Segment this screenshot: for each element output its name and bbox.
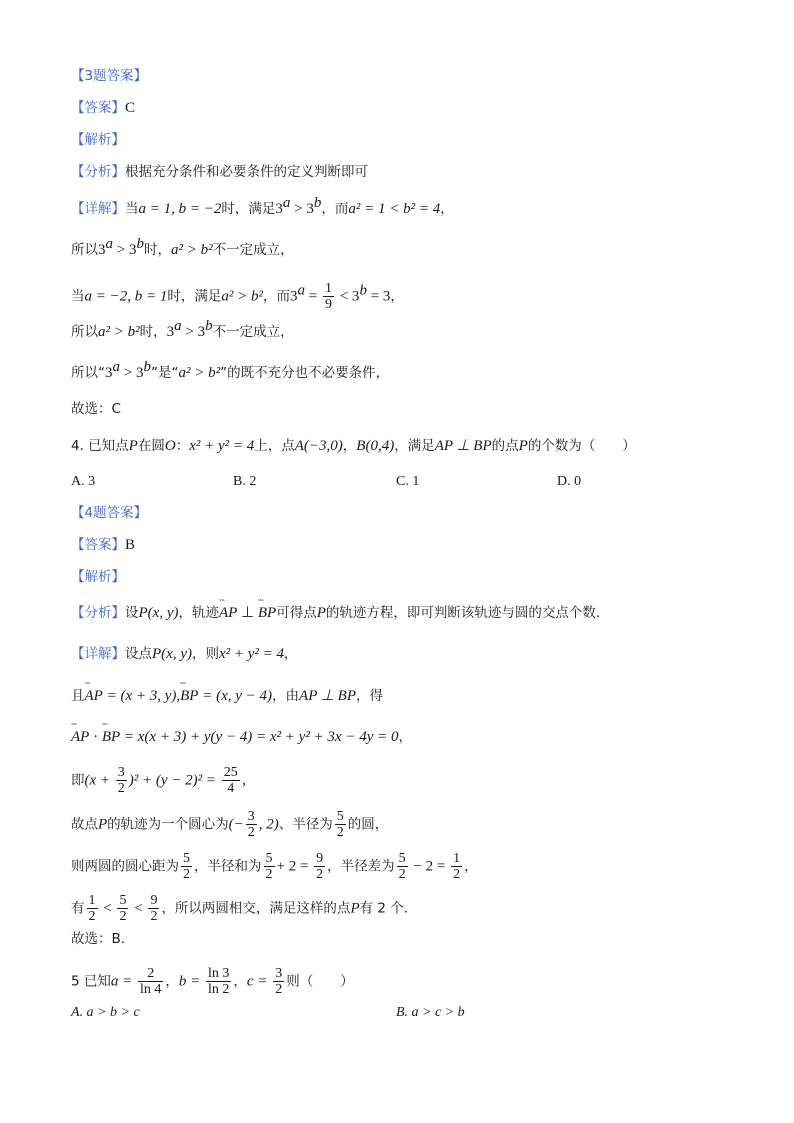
- text: 当: [71, 288, 85, 305]
- math: a² > b²: [170, 242, 213, 258]
- text: 则（ ）: [286, 973, 354, 990]
- math: (−: [228, 816, 244, 833]
- math: c =: [246, 973, 272, 990]
- denominator: 2: [265, 867, 273, 882]
- fraction: [335, 809, 346, 840]
- text: 5 已知: [71, 973, 111, 990]
- text: 所以: [71, 242, 98, 258]
- math: = (x + 3, y),: [102, 688, 181, 704]
- vector-ap: ˜˜˜ AP: [85, 686, 103, 706]
- text: ，: [398, 729, 412, 745]
- fraction: [148, 893, 159, 924]
- text: ，轨迹: [178, 605, 219, 621]
- text: ，: [464, 858, 478, 875]
- q4-answer-header: 【4题答案】: [71, 505, 148, 521]
- text: 则两圆的圆心距为: [71, 858, 179, 875]
- numerator: 5: [336, 809, 344, 824]
- math: , 2): [258, 816, 279, 833]
- math: (x +: [84, 772, 114, 789]
- math: x² + y² = 4: [218, 646, 285, 662]
- math: + 2 =: [276, 858, 313, 875]
- denominator: 2: [316, 867, 324, 882]
- math: = 3: [366, 288, 391, 305]
- text: ：: [175, 438, 190, 454]
- text: 在圆: [137, 438, 165, 454]
- math: )² + (y − 2)² =: [128, 772, 220, 789]
- numerator: 5: [265, 851, 273, 866]
- math: a = 1, b = −2: [138, 201, 222, 217]
- math-sup: b: [313, 195, 322, 211]
- math: AP ⊥ BP: [299, 688, 356, 704]
- math: A(−3,0): [294, 438, 343, 454]
- text: 不一定成立，: [212, 242, 294, 258]
- text: 的点: [491, 438, 519, 454]
- math: <: [99, 900, 116, 917]
- detail-tag: 【详解】: [71, 201, 125, 217]
- q5-option-b: B. a > c > b: [396, 1005, 465, 1020]
- text: ，半径差为: [327, 858, 395, 875]
- q3-analysis-text: 根据充分条件和必要条件的定义判断即可: [125, 164, 368, 180]
- text: ，: [165, 973, 179, 990]
- fraction: [397, 851, 408, 882]
- math: 3: [105, 365, 113, 381]
- denominator: 2: [88, 909, 96, 924]
- math: a =: [110, 973, 137, 990]
- text: 可得点: [276, 605, 317, 621]
- math: 3: [98, 242, 106, 258]
- numerator: 9: [316, 851, 324, 866]
- fraction: [117, 893, 128, 924]
- math-sup: b: [136, 236, 144, 252]
- vector-bp: ˜˜˜ BP: [102, 727, 120, 747]
- numerator: 3: [247, 809, 255, 824]
- math: ⊥: [237, 605, 258, 621]
- vector-ap: ˜˜˜ AP: [71, 727, 89, 747]
- math: =: [305, 288, 321, 305]
- math-sup: a: [112, 359, 120, 375]
- text: 的轨迹为一个圆心为: [107, 816, 229, 833]
- math: > 3: [120, 365, 144, 381]
- answer-tag: 【答案】: [71, 100, 125, 116]
- numerator: 3: [275, 966, 283, 981]
- math: O: [164, 438, 176, 454]
- analysis-tag: 【分析】: [71, 164, 125, 180]
- text: 不一定成立，: [212, 324, 294, 340]
- q4-option-d: D. 0: [557, 474, 582, 489]
- numerator: 2: [138, 966, 163, 982]
- math: P(x, y): [138, 605, 179, 621]
- q4-analysis: [71, 603, 600, 623]
- q3-answer-line: [71, 98, 135, 118]
- text: 且: [71, 688, 85, 704]
- math: B(0,4): [356, 438, 395, 454]
- fraction: [273, 966, 284, 997]
- text: 所以: [71, 324, 98, 340]
- text: ，得: [355, 688, 383, 704]
- math: P: [98, 816, 108, 833]
- text: 故点: [71, 816, 98, 833]
- text: 的个数为（ ）: [527, 438, 636, 454]
- denominator: 4: [227, 781, 235, 796]
- denominator: ln 2: [208, 982, 230, 997]
- denominator: 2: [275, 982, 283, 997]
- q3-detail-line-1: [71, 195, 454, 219]
- text: ，所以两圆相交，满足这样的点: [161, 900, 351, 917]
- text: 上，点: [254, 438, 295, 454]
- q3-detail-line-5: [71, 359, 390, 383]
- text: ，而: [263, 288, 290, 305]
- text: 时，满足: [167, 288, 222, 305]
- denominator: 2: [117, 781, 125, 796]
- q4-option-c: C. 1: [396, 474, 420, 489]
- q4-stem: [71, 436, 636, 456]
- text: 设点: [125, 646, 152, 662]
- q4-detail-line-7: [71, 893, 408, 924]
- q4-detail-line-6: [71, 851, 478, 882]
- text: 当: [125, 201, 139, 217]
- text: ，: [233, 973, 247, 990]
- math: P: [316, 605, 326, 621]
- denominator: 2: [247, 825, 255, 840]
- q4-option-a: A. 3: [71, 474, 96, 489]
- denominator: 2: [336, 825, 344, 840]
- math: P: [518, 438, 528, 454]
- fraction: [264, 851, 275, 882]
- text: ，: [241, 772, 256, 789]
- text: 时，满足: [221, 201, 276, 217]
- text: 时，: [143, 242, 171, 258]
- math: AP ⊥ BP: [434, 438, 492, 454]
- numerator: 1: [88, 893, 96, 908]
- vector-bp: ˜˜˜ BP: [258, 603, 276, 623]
- q3-answer-header: 【3题答案】: [71, 68, 148, 84]
- text: ，半径和为: [194, 858, 262, 875]
- math-sup: a: [174, 318, 182, 334]
- q4-jiexi-tag: 【解析】: [71, 569, 125, 585]
- denominator: ln 4: [140, 982, 162, 997]
- q3-choose: 故选：C: [71, 401, 121, 417]
- math: P(x, y): [152, 646, 192, 662]
- fraction: [206, 966, 231, 997]
- text: 4. 已知点: [71, 438, 129, 454]
- text: ”是“: [150, 365, 179, 381]
- q3-jiexi-tag: 【解析】: [71, 132, 125, 148]
- numerator: 3: [117, 765, 125, 780]
- text: 的圆，: [347, 816, 389, 833]
- text: 所以“: [71, 365, 105, 381]
- math-sup: b: [143, 359, 151, 375]
- math: > 3: [290, 201, 314, 217]
- q5-stem: [71, 966, 354, 997]
- text: ，: [390, 288, 404, 305]
- numerator: 5: [398, 851, 406, 866]
- math-sup: a: [105, 236, 113, 252]
- math: <: [130, 900, 147, 917]
- analysis-tag: 【分析】: [71, 605, 125, 621]
- text: ，由: [272, 688, 300, 704]
- math: > 3: [113, 242, 137, 258]
- text: 有 2 个.: [359, 900, 409, 917]
- math: a = −2, b = 1: [84, 288, 168, 305]
- text: ，则: [191, 646, 219, 662]
- q4-answer: B: [125, 537, 136, 553]
- text: 的轨迹方程，即可判断该轨迹与圆的交点个数.: [325, 605, 601, 621]
- fraction: [116, 765, 127, 796]
- math-sup: b: [359, 282, 367, 299]
- math: P: [128, 438, 138, 454]
- text: 设: [125, 605, 139, 621]
- math: = x(x + 3) + y(y − 4) = x² + y² + 3x − 4y = 0: [120, 729, 399, 745]
- numerator: 5: [119, 893, 127, 908]
- text: 时，: [139, 324, 167, 340]
- fraction: [222, 765, 240, 796]
- q3-detail-line-3: [71, 281, 404, 312]
- q3-detail-line-2: [71, 236, 294, 260]
- answer-tag: 【答案】: [71, 537, 125, 553]
- text: ，: [440, 201, 454, 217]
- text: ，而: [321, 201, 349, 217]
- fraction: [87, 893, 98, 924]
- q4-detail-line-3: [71, 727, 412, 747]
- numerator: 1: [453, 851, 461, 866]
- numerator: ln 3: [208, 966, 230, 981]
- fraction: [314, 851, 325, 882]
- denominator: 2: [150, 909, 158, 924]
- denominator: 2: [398, 867, 406, 882]
- denominator: 2: [183, 867, 190, 882]
- fraction: [181, 851, 192, 882]
- math: x² + y² = 4: [189, 438, 255, 454]
- math-sup: b: [205, 318, 213, 334]
- math: a² > b²: [98, 324, 140, 340]
- math: − 2 =: [409, 858, 450, 875]
- numerator: 9: [150, 893, 158, 908]
- vector-bp: ˜˜˜ BP: [180, 686, 198, 706]
- q4-detail-line-1: [71, 644, 298, 664]
- fraction: [246, 809, 257, 840]
- q3-analysis: [71, 162, 368, 182]
- q4-detail-line-2: [71, 686, 383, 706]
- text: 即: [71, 772, 85, 789]
- numerator: 1: [324, 281, 332, 296]
- denominator: 2: [119, 909, 127, 924]
- math-sup: a: [297, 282, 305, 299]
- vector-ap: ˜˜˜ AP: [219, 603, 237, 623]
- math: a² > b²: [221, 288, 263, 305]
- q4-detail-line-5: [71, 809, 388, 840]
- math-sup: a: [282, 195, 291, 211]
- math: P: [350, 900, 360, 917]
- math: 3: [290, 288, 298, 305]
- q4-option-b: B. 2: [233, 474, 257, 489]
- math: > 3: [181, 324, 206, 340]
- numerator: 5: [183, 851, 190, 866]
- fraction: [323, 281, 334, 312]
- fraction: [138, 966, 163, 997]
- math: a² = 1 < b² = 4: [348, 201, 441, 217]
- text: 、半径为: [278, 816, 333, 833]
- q3-answer: C: [125, 100, 136, 116]
- q3-detail-line-4: [71, 318, 294, 342]
- math: 3: [166, 324, 175, 340]
- math: = (x, y − 4): [198, 688, 273, 704]
- q5-option-a: A. a > b > c: [71, 1005, 140, 1020]
- math: 3: [275, 201, 283, 217]
- math: b =: [178, 973, 205, 990]
- text: ，满足: [394, 438, 435, 454]
- detail-tag: 【详解】: [71, 646, 125, 662]
- text: ，: [342, 438, 357, 454]
- numerator: 25: [223, 765, 238, 780]
- q4-choose: 故选：B.: [71, 931, 126, 947]
- text: 有: [71, 900, 85, 917]
- math: ·: [89, 729, 102, 745]
- text: ”的既不充分也不必要条件，: [220, 365, 390, 381]
- math: < 3: [335, 288, 360, 305]
- text: ，: [284, 646, 298, 662]
- math: a² > b²: [178, 365, 221, 381]
- denominator: 9: [324, 297, 332, 312]
- q4-answer-line: [71, 535, 135, 555]
- fraction: [451, 851, 462, 882]
- denominator: 2: [453, 867, 461, 882]
- q4-detail-line-4: [71, 765, 255, 796]
